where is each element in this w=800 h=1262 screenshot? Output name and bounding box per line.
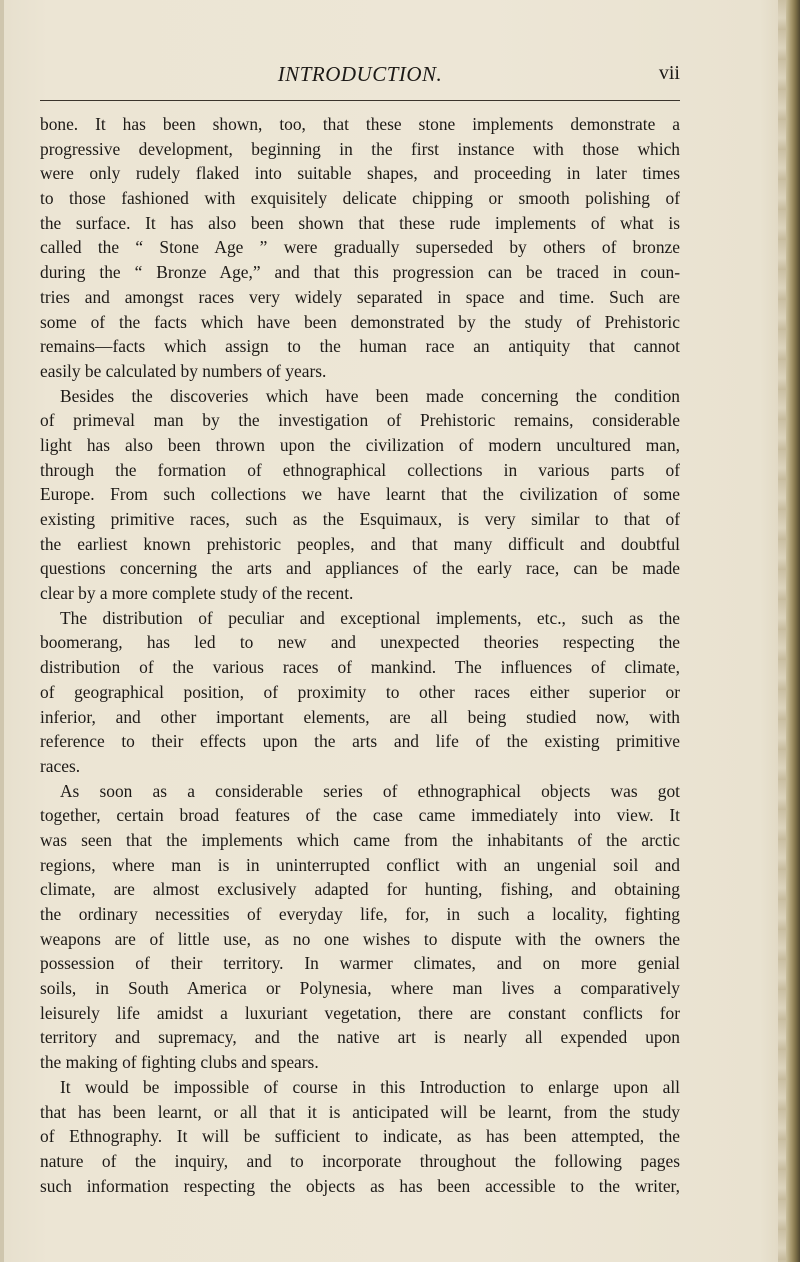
text-line: Besides the discoveries which have been made concerning the condition	[60, 385, 680, 406]
text-line: during the “ Bronze Age,” and that this progression can be traced in coun-	[40, 262, 680, 283]
text-line: easily be calculated by numbers of years.	[40, 360, 327, 381]
text-line: weapons are of little use, as no one wishes to dispute with the owners the	[40, 928, 680, 949]
text-line: reference to their effects upon the arts and life of the existing primitive	[40, 731, 680, 752]
text-line: climate, are almost exclusively adapted for hunting, fishing, and obtaining	[40, 879, 680, 900]
text-line: nature of the inquiry, and to incorporate throughout the following pages	[40, 1150, 680, 1171]
paragraph	[40, 384, 680, 606]
body-text	[40, 112, 680, 1198]
text-line: territory and supremacy, and the native art is nearly all expended upon	[40, 1027, 680, 1048]
page-header	[40, 62, 680, 102]
text-line: possession of their territory. In warmer climates, and on more genial	[40, 953, 680, 974]
text-line: remains—facts which assign to the human race an antiquity that cannot	[40, 336, 680, 357]
text-line: of Ethnography. It will be sufficient to indicate, as has been attempted, the	[40, 1126, 680, 1147]
text-line: together, certain broad features of the case came immediately into view. It	[40, 805, 680, 826]
text-line: clear by a more complete study of the recent.	[40, 583, 354, 604]
paragraph	[40, 1075, 680, 1198]
book-binding-edge	[786, 0, 800, 1262]
text-line: As soon as a considerable series of ethnographical objects was got	[60, 780, 680, 801]
text-line: tries and amongst races very widely separated in space and time. Such are	[40, 286, 680, 307]
text-line: existing primitive races, such as the Esquimaux, is very similar to that of	[40, 509, 680, 529]
text-line: through the formation of ethnographical collections in various parts of	[40, 459, 680, 480]
text-line: boomerang, has led to new and unexpected theories respecting the	[40, 632, 680, 653]
text-line: soils, in South America or Polynesia, where man lives a comparatively	[40, 978, 680, 999]
running-head: INTRODUCTION.	[277, 62, 443, 86]
text-line: of geographical position, of proximity to other races either superior or	[40, 681, 680, 702]
text-line: the surface. It has also been shown that these rude implements of what is	[40, 212, 680, 233]
text-line: of primeval man by the investigation of Prehistoric remains, considerable	[40, 410, 680, 431]
text-line: the ordinary necessities of everyday life, for, in such a locality, fighting	[40, 904, 680, 924]
text-line: was seen that the implements which came from the inhabitants of the arctic	[40, 829, 680, 850]
text-line: leisurely life amidst a luxuriant vegetation, there are constant conflicts for	[40, 1002, 680, 1023]
text-line: called the “ Stone Age ” were gradually superseded by others of bronze	[40, 237, 680, 258]
text-line: that has been learnt, or all that it is anticipated will be learnt, from the study	[40, 1101, 680, 1122]
paragraph	[40, 112, 680, 384]
paragraph	[40, 779, 680, 1075]
text-line: questions concerning the arts and appliances of the early race, can be made	[40, 558, 680, 579]
text-line: It would be impossible of course in this Introduction to enlarge upon all	[60, 1076, 680, 1097]
text-line: were only rudely flaked into suitable shapes, and proceeding in later times	[40, 163, 680, 184]
text-line: progressive development, beginning in the first instance with those which	[40, 138, 680, 159]
text-line: light has also been thrown upon the civilization of modern uncultured man,	[40, 434, 680, 455]
text-line: regions, where man is in uninterrupted conflict with an ungenial soil and	[40, 854, 680, 875]
text-line: to those fashioned with exquisitely delicate chipping or smooth polishing of	[40, 188, 680, 209]
text-line: The distribution of peculiar and exceptional implements, etc., such as the	[60, 607, 680, 628]
page-number: vii	[658, 62, 680, 84]
text-line: such information respecting the objects as has been accessible to the writer,	[40, 1175, 680, 1196]
text-line: races.	[40, 755, 81, 776]
text-line: bone. It has been shown, too, that these stone implements demonstrate a	[40, 114, 680, 134]
text-line: distribution of the various races of mankind. The influences of climate,	[40, 657, 680, 678]
text-line: the making of fighting clubs and spears.	[40, 1052, 319, 1073]
text-line: Europe. From such collections we have learnt that the civilization of some	[40, 484, 680, 505]
text-line: some of the facts which have been demonstrated by the study of Prehistoric	[40, 311, 680, 332]
text-line: inferior, and other important elements, are all being studied now, with	[40, 706, 680, 727]
paragraph	[40, 606, 680, 779]
header-rule	[40, 100, 680, 101]
page-left-edge	[0, 0, 4, 1262]
text-line: the earliest known prehistoric peoples, and that many difficult and doubtful	[40, 533, 680, 554]
